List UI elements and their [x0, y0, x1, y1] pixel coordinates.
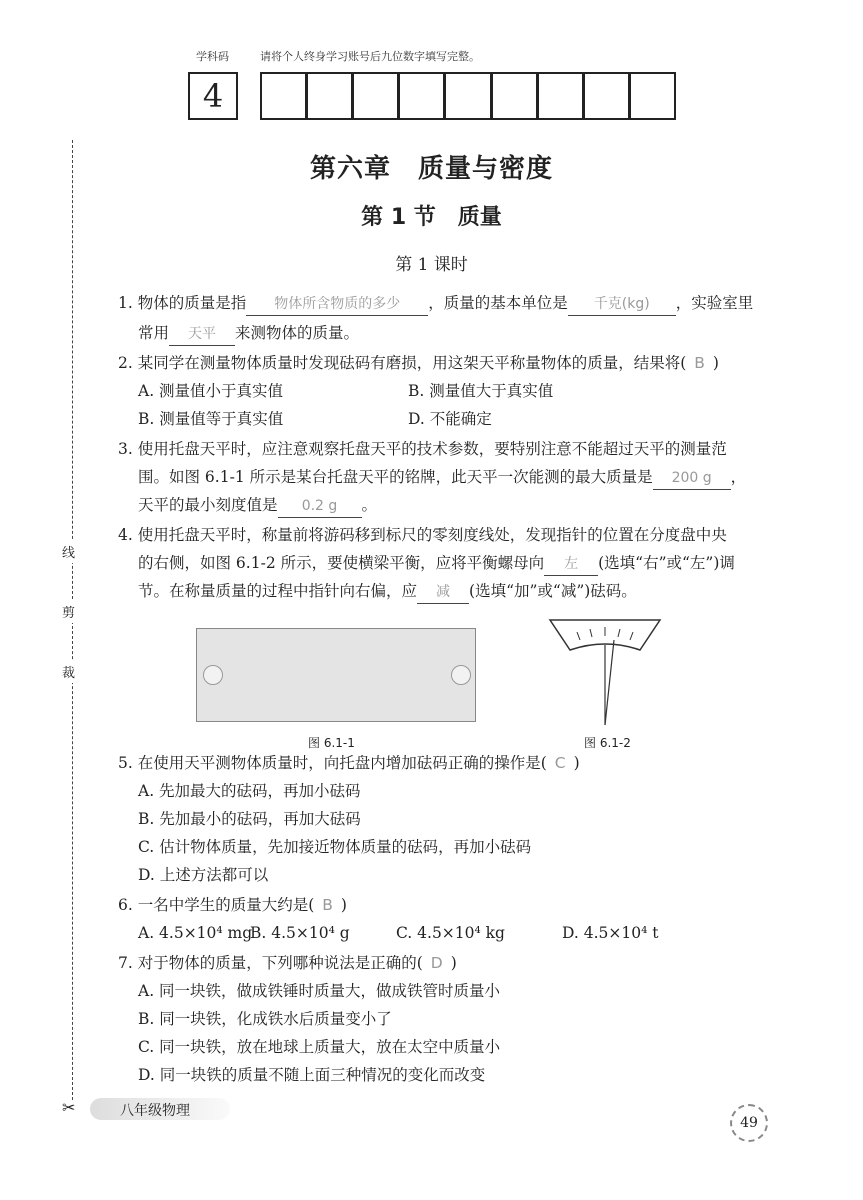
- cut-label: 剪: [62, 600, 75, 623]
- account-digit-cell[interactable]: [492, 72, 538, 120]
- account-digit-cell[interactable]: [584, 72, 630, 120]
- answer-blank[interactable]: 减: [417, 581, 469, 604]
- option: B. 先加最小的砝码，再加大砝码: [138, 810, 361, 828]
- answer-blank[interactable]: 左: [544, 553, 598, 576]
- option: D. 上述方法都可以: [138, 866, 269, 884]
- answer-choice[interactable]: B: [694, 354, 705, 372]
- figure-caption: 图 6.1-2: [584, 736, 631, 750]
- option: A. 4.5×10⁴ mg: [138, 924, 253, 942]
- account-digit-cell[interactable]: [307, 72, 353, 120]
- option: A. 测量值小于真实值: [138, 382, 284, 400]
- account-digit-cell[interactable]: [260, 72, 307, 120]
- question-3-line-2: 围。如图 6.1-1 所示是某台托盘天平的铭牌，此天平一次能测的最大质量是 200 g ，: [138, 466, 746, 490]
- option: B. 4.5×10⁴ g: [250, 924, 350, 942]
- page-number: 49: [730, 1104, 768, 1142]
- option: C. 估计物体质量，先加接近物体质量的砝码，再加小砝码: [138, 838, 532, 856]
- answer-blank[interactable]: 200 g: [653, 467, 731, 490]
- question-7-stem: 7. 对于物体的质量，下列哪种说法是正确的( D ): [118, 954, 457, 972]
- question-4-line-2: 的右侧，如图 6.1-2 所示，要使横梁平衡，应将平衡螺母向 左 (选填“右”或“左”)调: [138, 552, 735, 576]
- option: B. 测量值等于真实值: [138, 410, 284, 428]
- account-digit-cell[interactable]: [445, 72, 491, 120]
- cut-label: 裁: [62, 660, 75, 683]
- account-digit-cell[interactable]: [353, 72, 399, 120]
- account-digit-cell[interactable]: [538, 72, 584, 120]
- answer-blank[interactable]: 物体所含物质的多少: [246, 293, 428, 316]
- book-label: 八年级物理: [120, 1103, 190, 1119]
- question-3-line-1: 3. 使用托盘天平时，应注意观察托盘天平的技术参数，要特别注意不能超过天平的测量范: [118, 440, 727, 458]
- question-3-line-3: 天平的最小刻度值是 0.2 g 。: [138, 494, 377, 518]
- account-number-grid: [260, 72, 676, 120]
- screw-icon: [451, 665, 471, 685]
- answer-choice[interactable]: C: [554, 754, 566, 772]
- subject-code-box: 4: [188, 72, 238, 120]
- question-5-stem: 5. 在使用天平测物体质量时，向托盘内增加砝码正确的操作是( C ): [118, 754, 580, 772]
- balance-pointer-figure: [540, 610, 670, 730]
- option: D. 不能确定: [408, 410, 492, 428]
- figure-caption: 图 6.1-1: [308, 736, 355, 750]
- answer-choice[interactable]: D: [430, 954, 443, 972]
- chapter-title: 第六章 质量与密度: [309, 154, 553, 184]
- question-4-line-1: 4. 使用托盘天平时，称量前将游码移到标尺的零刻度线处，发现指针的位置在分度盘中央: [118, 526, 727, 544]
- question-6-stem: 6. 一名中学生的质量大约是( B ): [118, 896, 347, 914]
- option: D. 同一块铁的质量不随上面三种情况的变化而改变: [138, 1066, 486, 1084]
- question-2-stem: 2. 某同学在测量物体质量时发现砝码有磨损，用这架天平称量物体的质量，结果将( B ): [118, 354, 719, 372]
- section-title: 第 1 节 质量: [361, 205, 502, 230]
- account-digit-cell[interactable]: [399, 72, 445, 120]
- answer-blank[interactable]: 千克(kg): [568, 293, 676, 316]
- answer-blank[interactable]: 0.2 g: [278, 495, 362, 518]
- cut-label: 线: [62, 540, 75, 563]
- option: C. 4.5×10⁴ kg: [396, 924, 505, 942]
- scissors-icon: ✂: [62, 1098, 76, 1117]
- option: D. 4.5×10⁴ t: [562, 924, 659, 942]
- subject-code-label: 学科码: [196, 50, 229, 63]
- option: B. 测量值大于真实值: [408, 382, 554, 400]
- balance-nameplate-figure: [196, 628, 476, 722]
- option: C. 同一块铁，放在地球上质量大，放在太空中质量小: [138, 1038, 501, 1056]
- question-1-line-1: 1. 物体的质量是指 物体所含物质的多少 ，质量的基本单位是 千克(kg) ，实验室里: [118, 292, 753, 316]
- answer-choice[interactable]: B: [322, 896, 333, 914]
- account-digit-cell[interactable]: [630, 72, 676, 120]
- option: A. 同一块铁，做成铁锤时质量大，做成铁管时质量小: [138, 982, 501, 1000]
- account-instruction: 请将个人终身学习账号后九位数字填写完整。: [260, 50, 480, 63]
- screw-icon: [203, 665, 223, 685]
- lesson-title: 第 1 课时: [395, 255, 468, 275]
- option: A. 先加最大的砝码，再加小砝码: [138, 782, 361, 800]
- question-1-line-2: 常用 天平 来测物体的质量。: [138, 322, 359, 346]
- question-4-line-3: 节。在称量质量的过程中指针向右偏，应 减 (选填“加”或“减”)砝码。: [138, 580, 637, 604]
- answer-blank[interactable]: 天平: [169, 323, 235, 346]
- option: B. 同一块铁，化成铁水后质量变小了: [138, 1010, 392, 1028]
